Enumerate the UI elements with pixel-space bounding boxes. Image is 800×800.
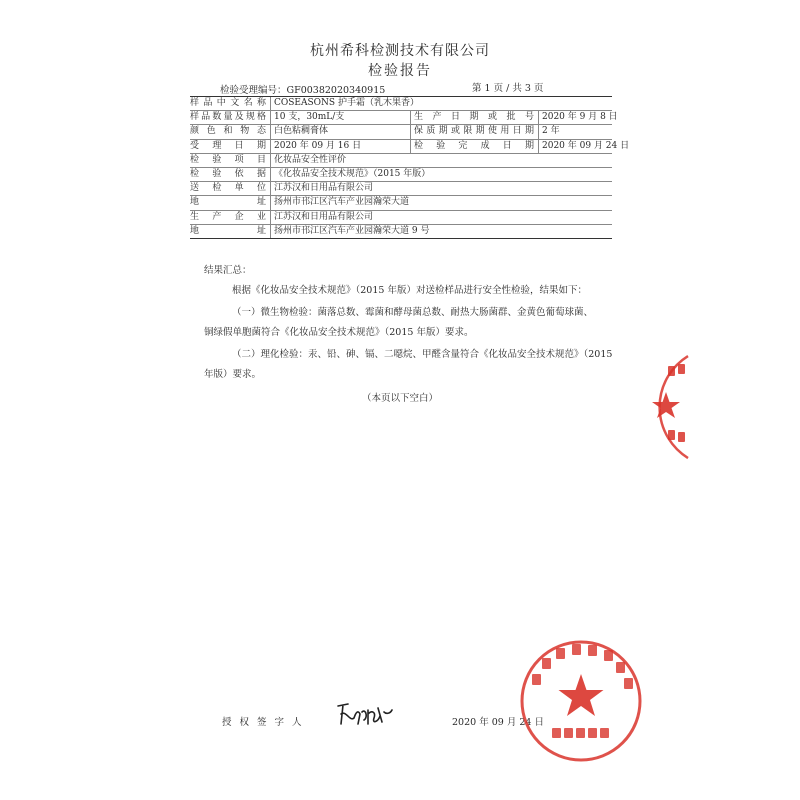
- divider: [410, 125, 411, 138]
- table-row: [190, 211, 612, 225]
- table-row: [190, 225, 612, 238]
- divider: [270, 140, 271, 153]
- summary-paragraph-1: 根据《化妆品安全技术规范》（2015 年版）对送检样品进行安全性检验，结果如下：: [232, 285, 587, 296]
- row-value-2: 2020 年 09 月 24 日: [542, 140, 630, 151]
- row-value: 扬州市邗江区汽车产业园瀚荣大道: [274, 197, 410, 208]
- row-value: 2020 年 09 月 16 日: [274, 140, 362, 151]
- table-row: [190, 111, 618, 125]
- divider: [538, 125, 539, 138]
- signatory-label: 授权签字人: [222, 717, 310, 728]
- divider: [270, 211, 271, 224]
- divider: [538, 111, 539, 124]
- row-label: 受理日期: [190, 140, 266, 151]
- table-row: [190, 182, 612, 196]
- row-value-2: 2020 年 9 月 8 日: [542, 112, 618, 123]
- row-value: 化妆品安全性评价: [274, 154, 347, 165]
- summary-title: 结果汇总：: [204, 265, 252, 276]
- row-label: 样品中文名称: [190, 98, 266, 108]
- signature-date: 2020 年 09 月 24 日: [452, 717, 544, 728]
- row-value-2: 2 年: [542, 126, 560, 137]
- side-seal-icon: [640, 352, 690, 462]
- divider: [270, 154, 271, 167]
- table-row: [190, 196, 612, 210]
- row-value: 白色粘稠膏体: [274, 126, 329, 137]
- divider: [270, 225, 271, 238]
- accept-number-label: 检验受理编号：: [220, 85, 287, 96]
- divider: [270, 111, 271, 124]
- table-row: [190, 168, 612, 182]
- row-label-2: 生产日期或批号: [414, 112, 534, 123]
- summary-paragraph-2b: 铜绿假单胞菌符合《化妆品安全技术规范》（2015 年版）要求。: [204, 327, 474, 338]
- row-value: COSEASONS 护手霜（乳木果香）: [274, 98, 419, 108]
- official-seal-icon: [518, 638, 644, 764]
- divider: [410, 111, 411, 124]
- page-indicator: 第 1 页 / 共 3 页: [472, 83, 544, 94]
- row-label-2: 检验完成日期: [414, 140, 534, 151]
- divider: [538, 140, 539, 153]
- info-table: [190, 96, 630, 239]
- divider: [270, 168, 271, 181]
- divider: [410, 140, 411, 153]
- table-row: [190, 125, 612, 139]
- table-row: [190, 97, 612, 111]
- divider: [270, 97, 271, 110]
- row-value: 10 支，30mL/支: [274, 112, 345, 123]
- company-name: 杭州希科检测技术有限公司: [310, 43, 490, 59]
- divider: [270, 196, 271, 209]
- summary-paragraph-2a: （一）微生物检验：菌落总数、霉菌和酵母菌总数、耐热大肠菌群、金黄色葡萄球菌、: [232, 307, 594, 318]
- row-label: 检验依据: [190, 168, 266, 179]
- row-label: 生产企业: [190, 211, 266, 222]
- divider: [270, 125, 271, 138]
- handwritten-signature: [334, 700, 394, 730]
- row-value: 江苏汉和日用品有限公司: [274, 211, 374, 222]
- summary-paragraph-3b: 年版）要求。: [204, 369, 262, 380]
- table-row: [190, 154, 612, 168]
- row-label: 地址: [190, 197, 266, 208]
- report-title: 检验报告: [368, 63, 432, 79]
- divider: [270, 182, 271, 195]
- row-value: 《化妆品安全技术规范》（2015 年版）: [274, 168, 431, 179]
- row-label: 送检单位: [190, 183, 266, 194]
- table-row: [190, 140, 630, 154]
- row-value: 江苏汉和日用品有限公司: [274, 183, 374, 194]
- row-label-2: 保质期或限期使用日期: [414, 126, 534, 137]
- row-label: 检验项目: [190, 154, 266, 165]
- row-label: 地址: [190, 225, 266, 236]
- end-note: （本页以下空白）: [361, 393, 438, 404]
- summary-paragraph-3a: （二）理化检验：汞、铅、砷、镉、二噁烷、甲醛含量符合《化妆品安全技术规范》（2015: [232, 349, 613, 360]
- row-label: 颜色和物态: [190, 126, 266, 137]
- accept-number-value: GF00382020340915: [286, 85, 386, 96]
- accept-number: [220, 82, 385, 96]
- row-label: 样品数量及规格: [190, 112, 266, 123]
- row-value: 扬州市邗江区汽车产业园瀚荣大道 9 号: [274, 225, 430, 236]
